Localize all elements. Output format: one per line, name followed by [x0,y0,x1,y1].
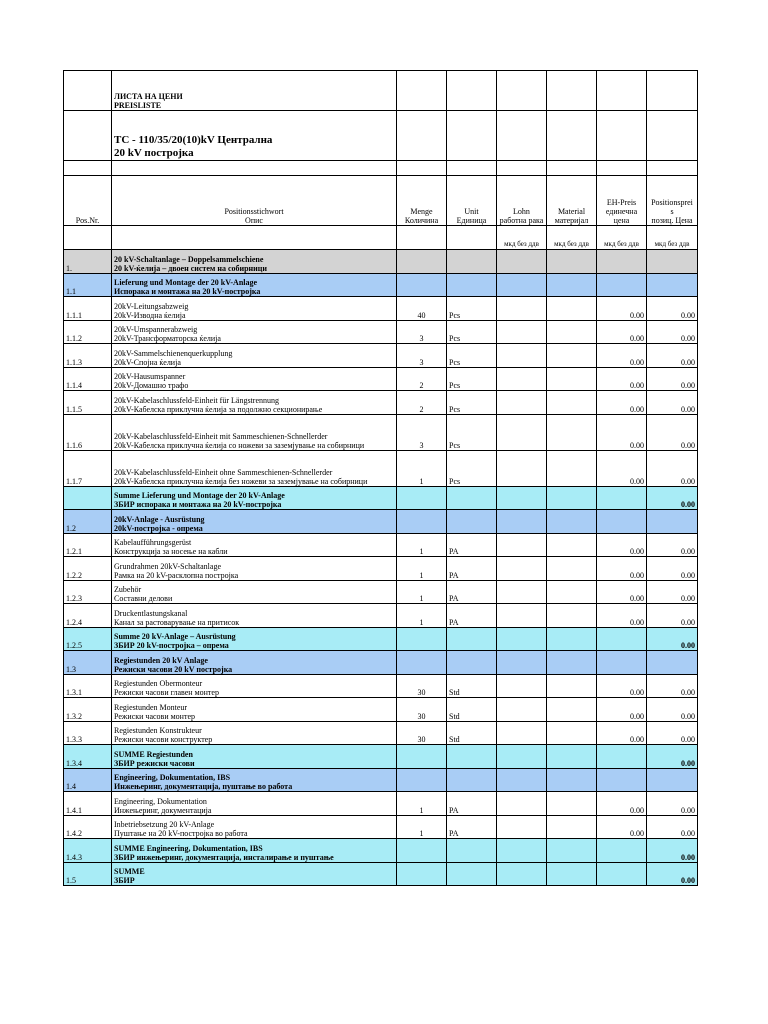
pos-cell: 1.1.2 [64,320,112,344]
sum-row [64,839,698,863]
column-header-row [64,176,698,226]
pos-cell: 1.1.7 [64,450,112,486]
table-row [64,414,698,450]
position-price-cell: 0.00 [647,391,698,415]
unit-price-cell [597,250,647,274]
position-price-cell [647,768,698,792]
quantity-cell [397,651,447,675]
table-row [64,367,698,391]
pos-cell: 1.2 [64,510,112,534]
unit-cell: Pcs [447,367,497,391]
labour-cell [497,721,547,745]
unit-price-cell [597,510,647,534]
material-cell [547,486,597,510]
pos-cell: 1.1.5 [64,391,112,415]
table-row [64,297,698,321]
description-cell: Regiestunden Obermonteur Режиски часови главен монтер [112,674,397,698]
position-price-cell: 0.00 [647,557,698,581]
subsection-row [64,273,698,297]
pos-cell: 1.4.2 [64,815,112,839]
unit-cell [447,651,497,675]
unit-cell: PA [447,533,497,557]
unit-cell: Pcs [447,297,497,321]
col-material-header: Material материјал [547,176,597,226]
labour-cell [497,580,547,604]
unit-cell [447,839,497,863]
col-pos-header: Pos.Nr. [64,176,112,226]
col-quantity-header: Menge Количина [397,176,447,226]
labour-cell [497,414,547,450]
position-price-cell: 0.00 [647,862,698,886]
labour-cell [497,557,547,581]
labour-cell [497,862,547,886]
quantity-cell [397,768,447,792]
unit-cell: Std [447,698,497,722]
sum-row [64,486,698,510]
subsection-row [64,768,698,792]
description-cell: Zubehör Составни делови [112,580,397,604]
unit-price-cell [597,839,647,863]
material-cell [547,839,597,863]
position-price-cell: 0.00 [647,297,698,321]
unit-price-cell: 0.00 [597,450,647,486]
currency-row [64,226,698,250]
material-cell [547,391,597,415]
labour-cell [497,486,547,510]
unit-cell [447,250,497,274]
pos-cell: 1.3.1 [64,674,112,698]
col-unit-price-header: EH-Preis единечна цена [597,176,647,226]
unit-cell [447,768,497,792]
pos-cell: 1.2.4 [64,604,112,628]
material-cell [547,627,597,651]
labour-cell [497,815,547,839]
unit-cell [447,745,497,769]
unit-cell: Pcs [447,344,497,368]
labour-cell [497,627,547,651]
description-cell: 20kV-Hausumspanner 20kV-Домашно трафо [112,367,397,391]
unit-price-cell [597,627,647,651]
unit-cell [447,273,497,297]
table-row [64,792,698,816]
labour-cell [497,745,547,769]
currency-material: мкд без ддв [547,226,597,250]
pos-cell: 1.3.2 [64,698,112,722]
sum-row [64,862,698,886]
subsection-row [64,510,698,534]
table-row [64,344,698,368]
material-cell [547,674,597,698]
pos-cell: 1. [64,250,112,274]
unit-price-cell: 0.00 [597,367,647,391]
material-cell [547,510,597,534]
table-row [64,391,698,415]
labour-cell [497,344,547,368]
material-cell [547,450,597,486]
table-row [64,450,698,486]
position-price-cell: 0.00 [647,815,698,839]
quantity-cell: 3 [397,320,447,344]
table-row [64,815,698,839]
table-row [64,320,698,344]
description-cell: Inbetriebsetzung 20 kV-Anlage Пуштање на 20 kV-постројка во работа [112,815,397,839]
table-row [64,580,698,604]
unit-cell: Pcs [447,450,497,486]
currency-labour: мкд без ддв [497,226,547,250]
description-cell: 20kV-Umspannerabzweig 20kV-Трансформаторска ќелија [112,320,397,344]
quantity-cell: 3 [397,414,447,450]
material-cell [547,533,597,557]
description-cell: 20kV-Sammelschienenquerkupplung 20kV-Спојна ќелија [112,344,397,368]
material-cell [547,745,597,769]
labour-cell [497,391,547,415]
description-cell: Druckentlastungskanal Канал за растоварување на притисок [112,604,397,628]
unit-cell: Std [447,721,497,745]
quantity-cell [397,273,447,297]
description-cell: Kabelaufführungsgerüst Конструкција за носење на кабли [112,533,397,557]
quantity-cell: 1 [397,557,447,581]
description-cell: Lieferung und Montage der 20 kV-Anlage Испорака и монтажа на 20 kV-постројка [112,273,397,297]
col-labour-header: Lohn работна рака [497,176,547,226]
labour-cell [497,250,547,274]
description-cell: 20 kV-Schaltanlage – Doppelsammelschiene 20 kV-ќелија – двоен систем на собирници [112,250,397,274]
unit-price-cell: 0.00 [597,320,647,344]
pos-cell: 1.1 [64,273,112,297]
position-price-cell: 0.00 [647,344,698,368]
col-position-price-header: Positionsprei s позиц. Цена [647,176,698,226]
unit-price-cell: 0.00 [597,533,647,557]
material-cell [547,344,597,368]
description-cell: 20kV-Kabelaschlussfeld-Einheit mit Sammeschienen-Schnellerder 20kV-Кабелска приклучна ќелија со ножеви за заземјување на собирници [112,414,397,450]
unit-price-cell [597,768,647,792]
subsection-row [64,651,698,675]
quantity-cell: 30 [397,721,447,745]
quantity-cell: 2 [397,391,447,415]
quantity-cell: 1 [397,533,447,557]
position-price-cell [647,510,698,534]
position-price-cell: 0.00 [647,604,698,628]
pos-cell: 1.2.2 [64,557,112,581]
labour-cell [497,510,547,534]
labour-cell [497,839,547,863]
description-cell: SUMME Engineering, Dokumentation, IBS ЗБИР инжењеринг, документација, инсталирање и пуштање [112,839,397,863]
material-cell [547,580,597,604]
pos-cell: 1.3 [64,651,112,675]
description-cell: 20kV-Anlage - Ausrüstung 20kV-постројка - опрема [112,510,397,534]
unit-price-cell [597,273,647,297]
description-cell: SUMME ЗБИР [112,862,397,886]
material-cell [547,792,597,816]
quantity-cell [397,250,447,274]
unit-price-cell [597,651,647,675]
pos-cell: 1.3.3 [64,721,112,745]
material-cell [547,414,597,450]
unit-cell: PA [447,580,497,604]
material-cell [547,815,597,839]
position-price-cell: 0.00 [647,674,698,698]
material-cell [547,721,597,745]
unit-cell [447,510,497,534]
position-price-cell [647,273,698,297]
quantity-cell: 1 [397,450,447,486]
quantity-cell: 40 [397,297,447,321]
labour-cell [497,604,547,628]
unit-price-cell: 0.00 [597,344,647,368]
position-price-cell: 0.00 [647,414,698,450]
quantity-cell [397,862,447,886]
pos-cell: 1.4 [64,768,112,792]
quantity-cell [397,627,447,651]
currency-unit-price: мкд без ддв [597,226,647,250]
pos-cell: 1.1.4 [64,367,112,391]
material-cell [547,862,597,886]
quantity-cell: 3 [397,344,447,368]
material-cell [547,320,597,344]
description-cell: Summe 20 kV-Anlage – Ausrüstung ЗБИР 20 kV-постројка – опрема [112,627,397,651]
unit-cell: Pcs [447,391,497,415]
unit-cell: Pcs [447,414,497,450]
position-price-cell [647,250,698,274]
description-cell: Engineering, Dokumentation, IBS Инжењеринг, документација, пуштање во работа [112,768,397,792]
position-price-cell: 0.00 [647,792,698,816]
sum-row [64,627,698,651]
table-row [64,721,698,745]
description-cell: Regiestunden Monteur Режиски часови монтер [112,698,397,722]
labour-cell [497,651,547,675]
unit-price-cell [597,745,647,769]
position-price-cell: 0.00 [647,721,698,745]
pos-cell: 1.1.6 [64,414,112,450]
unit-cell: PA [447,815,497,839]
quantity-cell: 1 [397,815,447,839]
position-price-cell: 0.00 [647,486,698,510]
position-price-cell: 0.00 [647,450,698,486]
price-list-table [63,70,698,886]
unit-cell [447,486,497,510]
table-row [64,557,698,581]
unit-cell: Pcs [447,320,497,344]
description-cell: Grundrahmen 20kV-Schaltanlage Рамка на 20 kV-расклопна постројка [112,557,397,581]
labour-cell [497,768,547,792]
material-cell [547,604,597,628]
unit-price-cell: 0.00 [597,557,647,581]
position-price-cell: 0.00 [647,580,698,604]
unit-price-cell: 0.00 [597,698,647,722]
unit-cell: PA [447,604,497,628]
quantity-cell [397,510,447,534]
description-cell: 20kV-Kabelaschlussfeld-Einheit ohne Sammeschienen-Schnellerder 20kV-Кабелска приклучна ќелија без ножеви за заземјување на собирници [112,450,397,486]
unit-price-cell: 0.00 [597,297,647,321]
section-row [64,250,698,274]
pos-cell [64,486,112,510]
labour-cell [497,698,547,722]
spacer-row [64,161,698,176]
pos-cell: 1.3.4 [64,745,112,769]
unit-price-cell [597,862,647,886]
unit-price-cell: 0.00 [597,674,647,698]
sum-row [64,745,698,769]
labour-cell [497,533,547,557]
table-row [64,698,698,722]
position-price-cell: 0.00 [647,839,698,863]
position-price-cell: 0.00 [647,627,698,651]
description-cell: Summe Lieferung und Montage der 20 kV-Anlage ЗБИР испорака и монтажа на 20 kV-постројка [112,486,397,510]
material-cell [547,698,597,722]
labour-cell [497,674,547,698]
quantity-cell: 1 [397,580,447,604]
position-price-cell: 0.00 [647,367,698,391]
unit-cell [447,862,497,886]
unit-price-cell: 0.00 [597,604,647,628]
quantity-cell: 30 [397,698,447,722]
position-price-cell: 0.00 [647,533,698,557]
pos-cell: 1.1.1 [64,297,112,321]
pos-cell: 1.1.3 [64,344,112,368]
position-price-cell: 0.00 [647,320,698,344]
description-cell: SUMME Regiestunden ЗБИР режиски часови [112,745,397,769]
pos-cell: 1.4.1 [64,792,112,816]
unit-price-cell: 0.00 [597,391,647,415]
pos-cell: 1.2.3 [64,580,112,604]
quantity-cell [397,839,447,863]
description-cell: Regiestunden 20 kV Anlage Режиски часови 20 kV постројка [112,651,397,675]
labour-cell [497,297,547,321]
description-cell: Engineering, Dokumentation Инжењеринг, документација [112,792,397,816]
material-cell [547,768,597,792]
unit-cell: Std [447,674,497,698]
unit-price-cell: 0.00 [597,815,647,839]
col-unit-header: Unit Единица [447,176,497,226]
quantity-cell: 2 [397,367,447,391]
description-cell: 20kV-Leitungsabzweig 20kV-Изводна ќелија [112,297,397,321]
quantity-cell [397,745,447,769]
unit-price-cell: 0.00 [597,580,647,604]
material-cell [547,651,597,675]
material-cell [547,250,597,274]
quantity-cell [397,486,447,510]
pos-cell: 1.5 [64,862,112,886]
labour-cell [497,273,547,297]
description-cell: Regiestunden Konstrukteur Режиски часови конструктер [112,721,397,745]
unit-price-cell [597,486,647,510]
quantity-cell: 1 [397,792,447,816]
material-cell [547,273,597,297]
project-row [64,111,698,161]
col-description-header: Positionsstichwort Опис [112,176,397,226]
pos-cell: 1.2.1 [64,533,112,557]
unit-price-cell: 0.00 [597,414,647,450]
quantity-cell: 30 [397,674,447,698]
unit-cell: PA [447,557,497,581]
labour-cell [497,320,547,344]
table-row [64,533,698,557]
description-cell: 20kV-Kabelaschlussfeld-Einheit für Längstrennung 20kV-Кабелска приклучна ќелија за подолжно секционирање [112,391,397,415]
currency-position-price: мкд без ддв [647,226,698,250]
position-price-cell [647,651,698,675]
labour-cell [497,367,547,391]
labour-cell [497,450,547,486]
project-title: ТС - 110/35/20(10)kV Централна 20 kV постројка [112,111,397,161]
title-row [64,71,698,111]
pos-cell: 1.4.3 [64,839,112,863]
unit-cell: PA [447,792,497,816]
unit-price-cell: 0.00 [597,792,647,816]
table-row [64,604,698,628]
material-cell [547,557,597,581]
material-cell [547,367,597,391]
labour-cell [497,792,547,816]
unit-cell [447,627,497,651]
unit-price-cell: 0.00 [597,721,647,745]
position-price-cell: 0.00 [647,698,698,722]
position-price-cell: 0.00 [647,745,698,769]
pos-cell: 1.2.5 [64,627,112,651]
quantity-cell: 1 [397,604,447,628]
document-title: ЛИСТА НА ЦЕНИ PREISLISTE [112,71,397,111]
material-cell [547,297,597,321]
table-row [64,674,698,698]
